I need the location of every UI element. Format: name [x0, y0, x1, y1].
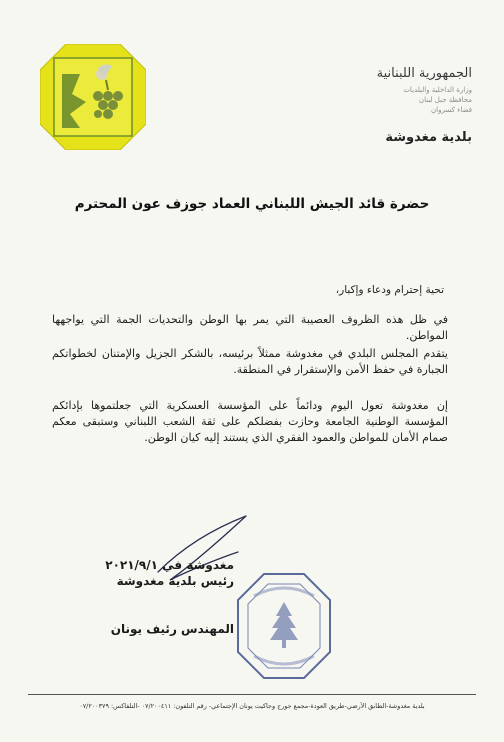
- footer-contact: بلدية مغدوشة-الطابق الأرضي-طريق العودة-مجمع جورج وجاكيت يونان الإجتماعي- رقم التلفون: ٠٧/٢٠٠٤١١ -التلفاكس: ٠٧/٢٠٠٣٧٩: [79, 702, 425, 710]
- district-name: قضاء كسروان: [431, 106, 472, 114]
- letter-paragraph: إن مغدوشة تعول اليوم ودائماً على المؤسسة العسكرية التي جعلتموها بإدائكم المؤسسة الوطنية الجامعة وحازت بفضلكم على ثقة الشعب اللبناني وستبقى معكم صمام الأمان للمواطن والعمود الفقري الذي يستند إليه كيان الوطن.: [52, 399, 448, 444]
- footer-divider: [28, 694, 476, 695]
- municipality-name: بلدية مغدوشة: [385, 130, 472, 145]
- letter-greeting: تحية إحترام ودعاء وإكبار،: [335, 284, 444, 296]
- signatory-name: المهندس رئيف يونان: [110, 622, 234, 636]
- official-stamp: [236, 572, 332, 680]
- signature-place-date: مغدوشة في ٢٠٢١/٩/١: [105, 558, 234, 572]
- letter-paragraph: في ظل هذه الظروف العصيبة التي يمر بها الوطن والتحديات الجمة التي يواجهها المواطن.: [52, 313, 448, 342]
- letter-paragraph: يتقدم المجلس البلدي في مغدوشة ممثلاً برئيسه، بالشكر الجزيل والإمتنان لخطواتكم الجبارة في حفظ الأمن والإستقرار في المنطقة.: [52, 347, 448, 376]
- municipality-logo: [40, 44, 146, 150]
- country-name: الجمهورية اللبنانية: [376, 66, 472, 81]
- signature-title: رئيس بلدية مغدوشة: [116, 574, 234, 588]
- ministry-name: وزارة الداخلية والبلديات: [403, 86, 472, 94]
- governorate-name: محافظة جبل لبنان: [418, 96, 472, 104]
- letter-addressee: حضرة قائد الجيش اللبناني العماد جوزف عون المحترم: [74, 196, 430, 212]
